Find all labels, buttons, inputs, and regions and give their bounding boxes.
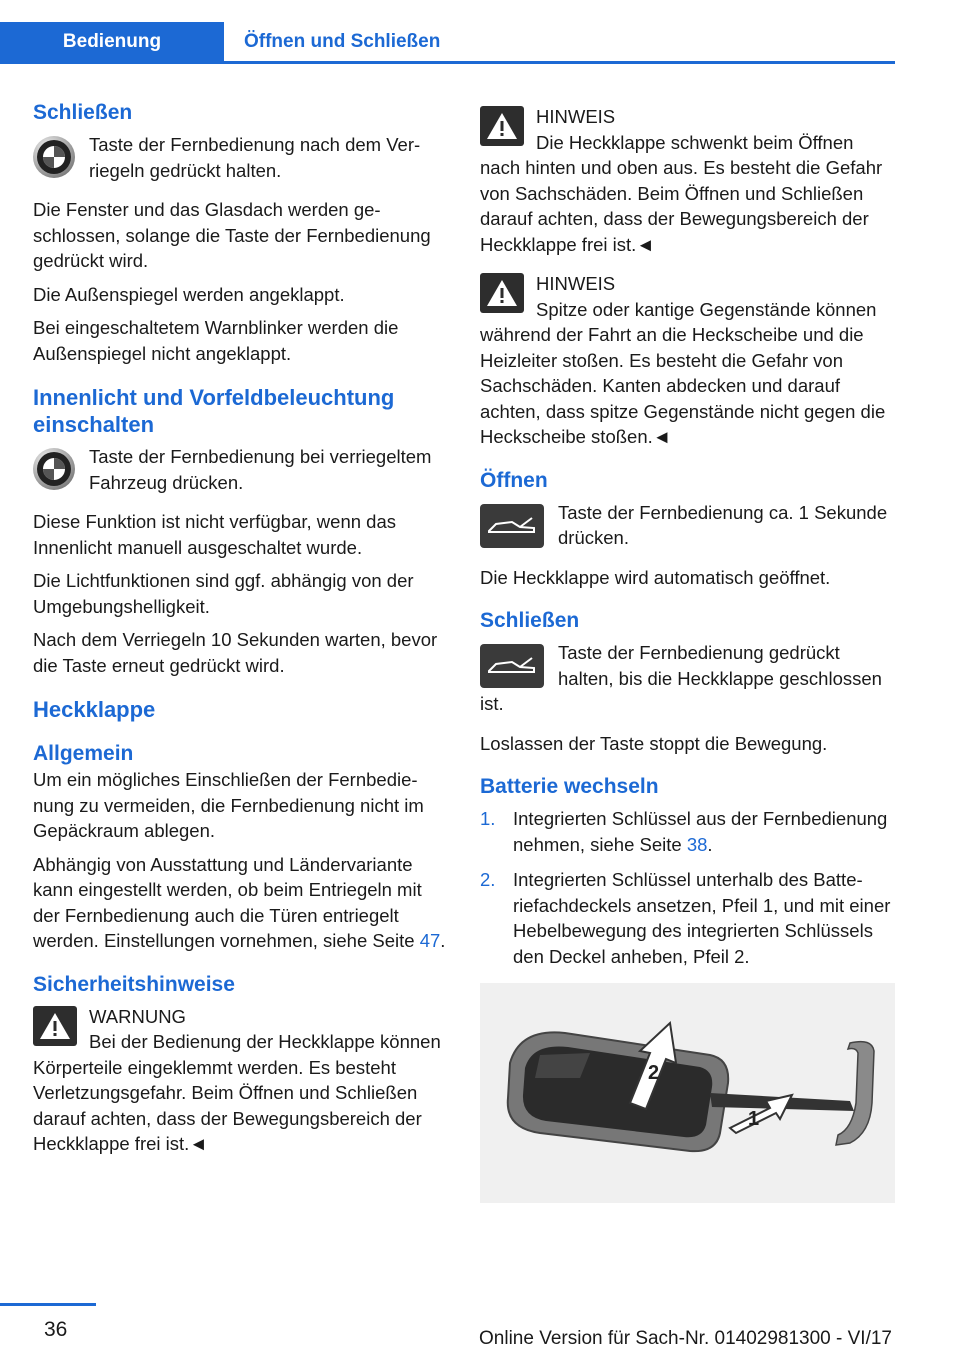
warning-box [33, 1004, 449, 1157]
left-column [33, 100, 449, 1169]
close-tailgate-instruction [480, 640, 895, 717]
page-link-38[interactable]: 38 [686, 833, 708, 855]
warning-triangle-icon [33, 1006, 77, 1046]
open-paragraph-1: Die Heckklappe wird automatisch geöffnet. [480, 566, 831, 588]
open-instruction-text: Taste der Fernbedienung ca. 1 Sekunde drücken. [558, 501, 888, 548]
notice-box-2 [480, 271, 895, 450]
notice-1-title: HINWEIS [536, 106, 616, 127]
notice-2-text: Spitze oder kantige Gegenstände können während der Fahrt an die Heckscheibe und die Heizleiter stoßen. Es besteht die Gefahr von Sachschäden. Kanten abdecken und darauf achten, dass spitze Gegenstände nicht gegen die Heckscheibe stoßen.◄ [480, 298, 886, 447]
header-rule [0, 61, 895, 64]
battery-step-2 [480, 867, 895, 969]
bmw-roundel-button-icon [33, 448, 75, 490]
general-paragraph-1: Um ein mögliches Einschließen der Fernbedienung zu vermeiden, die Fernbedienung nicht im Gepäckraum ablegen. [33, 769, 424, 841]
close-instruction-text: Taste der Fernbedienung nach dem Verriegeln gedrückt halten. [89, 134, 421, 181]
close-tailgate-instruction-text: Taste der Fernbedienung gedrückt halten, bis die Heckklappe geschlossen ist. [480, 642, 882, 714]
warning-title: WARNUNG [89, 1005, 186, 1027]
general-paragraph-2-text: Abhängig von Ausstattung und Ländervariante kann eingestellt werden, ob beim Entriegeln mit der Fernbedienung auch die Türen entriegelt werden. Einstellungen vornehmen, siehe Seite [33, 853, 422, 951]
step-number: 1. [480, 808, 496, 829]
open-instruction [480, 500, 895, 551]
arrow-2-label: 2 [648, 1062, 660, 1084]
general-paragraph-2 [33, 852, 449, 954]
close-tailgate-paragraph: Loslassen der Taste stoppt die Bewegung. [480, 732, 828, 754]
close-paragraph-3: Bei eingeschaltetem Warnblinker werden die Außenspiegel nicht angeklappt. [33, 317, 399, 364]
notice-2-title: HINWEIS [536, 273, 616, 294]
header-chapter-tab[interactable]: Bedienung [0, 22, 224, 62]
page-link-47[interactable]: 47 [419, 930, 441, 951]
step-text: Integrierten Schlüssel unterhalb des Batteriefachdeckels ansetzen, Pfeil 1, und mit einer Hebelbewegung des integrierten Schlüssels den Deckel anheben, Pfeil 2. [513, 869, 891, 967]
light-heading: Innenlicht und Vorfeldbeleuchtung einschalten [33, 385, 395, 437]
close-heading-right: Schließen [480, 609, 580, 632]
notice-1-text: Die Heckklappe schwenkt beim Öffnen nach hinten und oben aus. Es besteht die Gefahr von Sachschäden. Beim Öffnen und Schließen darauf achten, dass der Bewegungsbereich der Heckklappe frei ist.◄ [480, 131, 883, 255]
battery-steps [480, 806, 895, 969]
open-heading: Öffnen [480, 468, 548, 492]
step-text: Integrierten Schlüssel aus der Fernbedienung nehmen, siehe Seite [513, 808, 888, 855]
safety-heading: Sicherheitshinweise [33, 972, 235, 996]
battery-step-1 [480, 806, 895, 857]
tailgate-button-icon [480, 504, 544, 548]
tailgate-heading: Heckklappe [33, 697, 156, 722]
right-column [480, 100, 895, 1203]
step-number: 2. [480, 869, 496, 890]
tailgate-button-icon [480, 644, 544, 688]
close-heading: Schließen [33, 101, 133, 124]
footer-version-note: Online Version für Sach-Nr. 01402981300 - VI/17 [479, 1328, 892, 1349]
warning-triangle-icon [480, 273, 524, 313]
arrow-1-label: 1 [748, 1108, 760, 1130]
close-instruction [33, 132, 449, 183]
notice-box-1 [480, 104, 895, 257]
battery-heading: Batterie wechseln [480, 775, 659, 798]
footer-rule [0, 1303, 96, 1306]
header-section-tab[interactable]: Öffnen und Schließen [244, 31, 441, 52]
general-paragraph-2-end: . [440, 930, 446, 951]
page-number: 36 [44, 1318, 68, 1341]
battery-cover-figure [480, 983, 895, 1203]
light-paragraph-3: Nach dem Verriegeln 10 Sekunden warten, bevor die Taste erneut gedrückt wird. [33, 629, 438, 676]
light-paragraph-2: Die Lichtfunktionen sind ggf. abhängig von der Umgebungshelligkeit. [33, 570, 414, 617]
close-paragraph-2: Die Außenspiegel werden angeklappt. [33, 283, 345, 305]
light-paragraph-1: Diese Funktion ist nicht verfügbar, wenn das Innenlicht manuell ausgeschaltet wurde. [33, 511, 396, 558]
warning-text: Bei der Bedienung der Heckklappe können Körperteile eingeklemmt werden. Es besteht Verletzungsgefahr. Beim Öffnen und Schließen darauf achten, dass der Bewegungsbereich der Heckklappe frei ist.◄ [33, 1031, 441, 1154]
close-paragraph-1: Die Fenster und das Glasdach werden geschlossen, solange die Taste der Fernbedienung gedrückt wird. [33, 199, 431, 271]
page-header [0, 0, 895, 64]
bmw-roundel-button-icon [33, 136, 75, 178]
light-instruction [33, 444, 449, 495]
light-instruction-text: Taste der Fernbedienung bei verriegeltem Fahrzeug drücken. [89, 446, 432, 493]
step-text-end: . [707, 833, 713, 855]
warning-triangle-icon [480, 106, 524, 146]
key-fob-illustration [480, 983, 895, 1203]
general-heading: Allgemein [33, 742, 134, 765]
